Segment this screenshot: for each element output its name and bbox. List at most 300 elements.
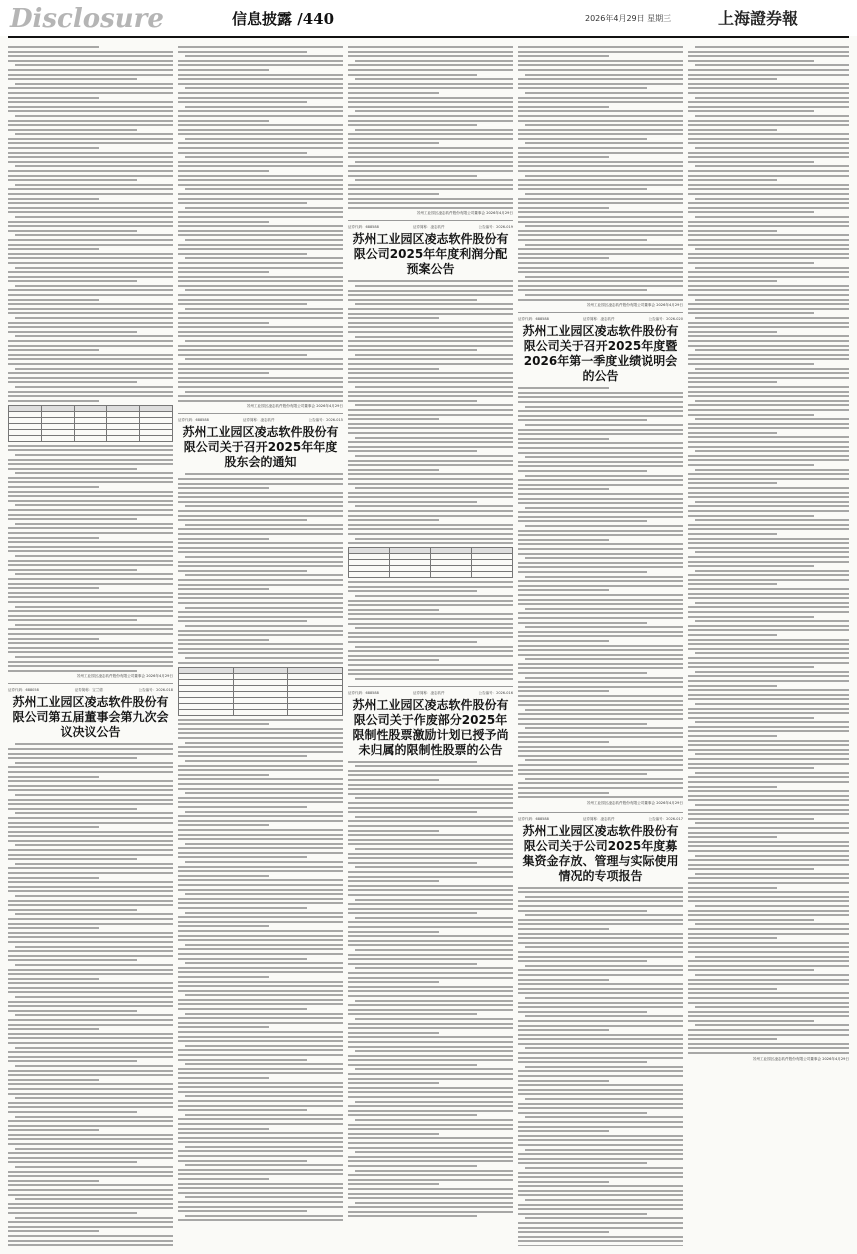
text-line [15, 115, 173, 117]
text-line [178, 547, 343, 549]
text-line [695, 620, 849, 622]
text-line [518, 230, 683, 232]
text-line [8, 468, 137, 470]
text-line [518, 663, 683, 665]
text-line [8, 372, 173, 374]
text-line [348, 188, 513, 190]
text-line [178, 967, 343, 969]
text-line [688, 850, 849, 852]
text-line [178, 1150, 343, 1152]
notice-number: 公告编号：2026-019 [478, 225, 513, 230]
text-line [355, 949, 513, 951]
text-line [348, 1124, 513, 1126]
text-line [688, 583, 777, 585]
text-line [8, 138, 173, 140]
text-line [688, 505, 849, 507]
text-line [8, 363, 173, 365]
text-line [518, 87, 647, 89]
text-line [185, 1164, 343, 1166]
text-line [688, 694, 849, 696]
text-line [348, 299, 477, 301]
text-line [8, 1042, 173, 1044]
text-line [518, 202, 683, 204]
text-line [348, 349, 477, 351]
text-line [178, 1201, 343, 1203]
text-line [695, 772, 849, 774]
text-line [348, 1036, 513, 1038]
text-line [8, 1056, 173, 1058]
text-line [348, 857, 513, 859]
text-line [355, 336, 513, 338]
body-text [8, 46, 173, 402]
text-line [178, 60, 343, 62]
text-line [178, 331, 343, 333]
text-line [8, 877, 99, 879]
signature: 苏州工业园区凌志软件股份有限公司董事会 2026年4月29日 [752, 1056, 849, 1061]
text-line [355, 78, 513, 80]
text-line [688, 832, 849, 834]
text-line [348, 542, 513, 544]
text-line [348, 64, 513, 66]
text-line [695, 400, 849, 402]
text-line [178, 74, 343, 76]
text-line [688, 322, 849, 324]
text-line [688, 818, 814, 820]
text-line [8, 1093, 173, 1095]
text-line [688, 946, 849, 948]
text-line [178, 1169, 343, 1171]
text-line [178, 971, 343, 973]
text-line [518, 750, 683, 752]
divider [178, 413, 343, 414]
text-line [348, 202, 513, 204]
text-line [518, 1029, 609, 1031]
text-line [525, 914, 683, 916]
text-line [348, 600, 513, 602]
text-line [8, 872, 173, 874]
text-line [525, 608, 683, 610]
text-line [348, 340, 513, 342]
text-line [518, 919, 683, 921]
text-line [525, 193, 683, 195]
text-line [178, 925, 269, 927]
notice-agm [178, 418, 343, 1221]
text-line [178, 648, 343, 650]
text-line [688, 786, 777, 788]
text-line [518, 498, 683, 500]
text-line [8, 170, 173, 172]
text-line [355, 505, 513, 507]
text-line [8, 322, 173, 324]
text-line [178, 1017, 343, 1019]
text-line [348, 954, 513, 956]
text-line [178, 907, 307, 909]
text-line [348, 524, 513, 526]
text-line [8, 230, 137, 232]
text-line [15, 656, 173, 658]
text-line [178, 916, 343, 918]
text-line [518, 1121, 683, 1123]
text-line [15, 1097, 173, 1099]
text-line [695, 165, 849, 167]
text-line [8, 537, 99, 539]
text-line [178, 875, 269, 877]
text-line [348, 1174, 513, 1176]
text-line [178, 879, 343, 881]
distribution-table [348, 547, 513, 578]
text-line [178, 386, 343, 388]
text-line [185, 944, 343, 946]
text-line [518, 438, 609, 440]
divider [348, 686, 513, 687]
text-line [185, 962, 343, 964]
text-line [8, 978, 99, 980]
text-line [518, 910, 647, 912]
text-line [8, 771, 173, 773]
text-line [348, 802, 513, 804]
text-line [8, 799, 173, 801]
text-line [688, 606, 849, 608]
text-line [355, 354, 513, 356]
text-line [15, 133, 173, 135]
text-line [8, 826, 99, 828]
text-line [688, 432, 777, 434]
text-line [8, 514, 173, 516]
text-line [8, 289, 173, 291]
text-line [348, 142, 439, 144]
text-line [688, 643, 849, 645]
text-line [525, 124, 683, 126]
text-line [688, 340, 849, 342]
stock-code: 证券代码：688588 [518, 317, 549, 322]
text-line [348, 165, 513, 167]
text-line [518, 723, 647, 725]
text-line [348, 613, 513, 615]
text-line [348, 1105, 513, 1107]
text-line [348, 46, 513, 48]
text-line [688, 308, 849, 310]
text-line [355, 797, 513, 799]
text-line [688, 629, 849, 631]
text-line [518, 78, 683, 80]
text-line [178, 492, 343, 494]
text-line [348, 1156, 513, 1158]
text-line [15, 1047, 173, 1049]
text-line [518, 165, 683, 167]
agenda-table [178, 667, 343, 716]
text-line [688, 969, 814, 971]
text-line [348, 632, 513, 634]
body-text [518, 387, 683, 798]
text-line [8, 1240, 173, 1242]
text-line [518, 562, 683, 564]
text-line [688, 588, 849, 590]
text-line [178, 262, 343, 264]
text-line [178, 542, 343, 544]
text-line [348, 423, 513, 425]
text-line [688, 988, 777, 990]
text-line [688, 887, 777, 889]
text-line [348, 636, 513, 638]
text-line [178, 1206, 343, 1208]
text-line [518, 1080, 609, 1082]
text-line [178, 765, 343, 767]
text-line [178, 51, 307, 53]
text-line [348, 820, 513, 822]
text-line [8, 211, 173, 213]
text-line [688, 179, 777, 181]
text-line [518, 1011, 647, 1013]
text-line [348, 1046, 513, 1048]
text-line [185, 1045, 343, 1047]
text-line [8, 900, 173, 902]
text-line [348, 510, 513, 512]
text-line [688, 138, 849, 140]
text-line [688, 152, 849, 154]
text-line [8, 1207, 173, 1209]
text-line [348, 519, 439, 521]
text-line [15, 64, 173, 66]
text-line [348, 124, 477, 126]
text-line [518, 672, 647, 674]
text-line [518, 603, 683, 605]
text-line [518, 589, 609, 591]
text-line [518, 992, 683, 994]
text-line [688, 997, 849, 999]
text-line [348, 673, 513, 675]
text-line [688, 657, 849, 659]
body-text [518, 887, 683, 1246]
text-line [688, 1052, 849, 1054]
text-line [348, 74, 477, 76]
text-line [348, 170, 513, 172]
notice-codes [348, 691, 513, 696]
text-line [688, 358, 849, 360]
text-line [8, 500, 173, 502]
text-line [525, 456, 683, 458]
text-line [688, 914, 849, 916]
text-line [8, 615, 173, 617]
text-line [518, 216, 683, 218]
text-line [8, 923, 173, 925]
text-line [348, 377, 513, 379]
text-line [178, 294, 343, 296]
text-line [348, 650, 513, 652]
text-line [8, 858, 137, 860]
text-line [8, 1189, 173, 1191]
text-line [8, 950, 173, 952]
text-line [688, 101, 849, 103]
text-line [178, 78, 343, 80]
text-line [688, 372, 849, 374]
text-line [8, 647, 173, 649]
text-line [8, 299, 99, 301]
text-line [8, 481, 173, 483]
text-line [348, 345, 513, 347]
text-line [695, 349, 849, 351]
text-line [8, 1194, 173, 1196]
text-line [525, 475, 683, 477]
text-line [8, 619, 137, 621]
text-line [15, 794, 173, 796]
body-text [178, 719, 343, 1222]
text-line [8, 51, 173, 53]
text-line [178, 478, 343, 480]
text-line [8, 969, 173, 971]
text-line [518, 594, 683, 596]
text-line [518, 612, 683, 614]
text-line [688, 845, 849, 847]
text-line [348, 414, 513, 416]
text-line [348, 1110, 513, 1112]
divider [348, 220, 513, 221]
text-line [178, 1082, 343, 1084]
section-title: 信息披露 /440 [232, 10, 335, 28]
text-line [518, 1025, 683, 1027]
text-line [518, 101, 683, 103]
text-line [348, 1009, 513, 1011]
text-line [178, 312, 343, 314]
text-line [178, 1132, 343, 1134]
text-line [8, 1028, 99, 1030]
text-line [8, 1203, 173, 1205]
text-line [8, 1226, 173, 1228]
text-line [8, 129, 137, 131]
text-line [518, 736, 683, 738]
text-line [695, 822, 849, 824]
text-line [688, 1038, 777, 1040]
text-line [178, 322, 269, 324]
text-line [8, 1235, 173, 1237]
text-line [8, 1244, 173, 1246]
text-line [695, 551, 849, 553]
text-line [8, 1070, 173, 1072]
text-line [355, 1018, 513, 1020]
notice-codes [518, 817, 683, 822]
text-line [348, 478, 513, 480]
divider [518, 312, 683, 313]
text-line [688, 790, 849, 792]
text-line [688, 106, 849, 108]
text-line [178, 198, 343, 200]
text-line [8, 1106, 173, 1108]
stock-code: 证券代码：688588 [348, 225, 379, 230]
text-line [688, 303, 849, 305]
notice-title: 苏州工业园区凌志软件股份有限公司2025年年度利润分配预案公告 [352, 232, 509, 277]
text-line [348, 358, 513, 360]
text-line [8, 840, 173, 842]
text-line [518, 667, 683, 669]
text-line [518, 617, 683, 619]
text-line [518, 887, 683, 889]
text-line [178, 999, 343, 1001]
text-line [15, 1116, 173, 1118]
text-line [518, 1190, 683, 1192]
text-line [178, 902, 343, 904]
text-line [178, 935, 343, 937]
text-line [178, 588, 269, 590]
text-line [348, 147, 513, 149]
text-line [348, 1004, 513, 1006]
text-line [185, 358, 343, 360]
text-line [355, 386, 513, 388]
text-line [518, 433, 683, 435]
text-line [688, 92, 849, 94]
text-line [8, 628, 173, 630]
text-line [348, 1188, 513, 1190]
text-line [178, 639, 269, 641]
text-line [525, 92, 683, 94]
text-line [8, 110, 173, 112]
text-line [688, 542, 849, 544]
text-line [348, 669, 513, 671]
text-line [8, 1111, 137, 1113]
text-line [178, 985, 343, 987]
text-line [688, 202, 849, 204]
text-line [525, 244, 683, 246]
text-line [8, 92, 173, 94]
text-line [355, 1170, 513, 1172]
text-line [688, 781, 849, 783]
text-line [525, 142, 683, 144]
text-line [695, 418, 849, 420]
text-line [8, 1083, 173, 1085]
text-line [348, 101, 513, 103]
text-line [518, 170, 683, 172]
text-line [178, 820, 343, 822]
stock-abbr: 证券简称：宝兰德 [74, 688, 103, 693]
text-line [348, 958, 513, 960]
text-line [185, 55, 343, 57]
text-line [178, 778, 343, 780]
text-line [688, 1043, 849, 1045]
text-line [178, 515, 343, 517]
text-line [518, 905, 683, 907]
text-line [348, 1128, 513, 1130]
text-line [688, 1011, 849, 1013]
text-line [348, 986, 513, 988]
text-line [178, 244, 343, 246]
text-line [525, 677, 683, 679]
text-line [518, 401, 683, 403]
text-line [178, 1187, 343, 1189]
text-line [355, 129, 513, 131]
text-line [525, 1066, 683, 1068]
text-line [178, 124, 343, 126]
text-line [185, 607, 343, 609]
text-line [178, 97, 343, 99]
text-line [348, 409, 513, 411]
text-line [178, 129, 343, 131]
text-line [8, 449, 173, 451]
text-line [688, 726, 849, 728]
text-line [518, 1222, 683, 1224]
text-line [8, 202, 173, 204]
text-line [355, 678, 513, 680]
text-line [348, 1064, 477, 1066]
text-line [178, 1105, 343, 1107]
text-line [688, 455, 849, 457]
text-line [688, 868, 814, 870]
notice-title: 苏州工业园区凌志软件股份有限公司关于召开2025年度暨2026年第一季度业绩说明会的公告 [522, 324, 679, 384]
text-line [355, 60, 513, 62]
text-line [518, 106, 609, 108]
text-line [518, 782, 683, 784]
text-line [518, 299, 683, 301]
text-line [178, 1160, 307, 1162]
text-line [348, 198, 513, 200]
text-line [178, 806, 307, 808]
